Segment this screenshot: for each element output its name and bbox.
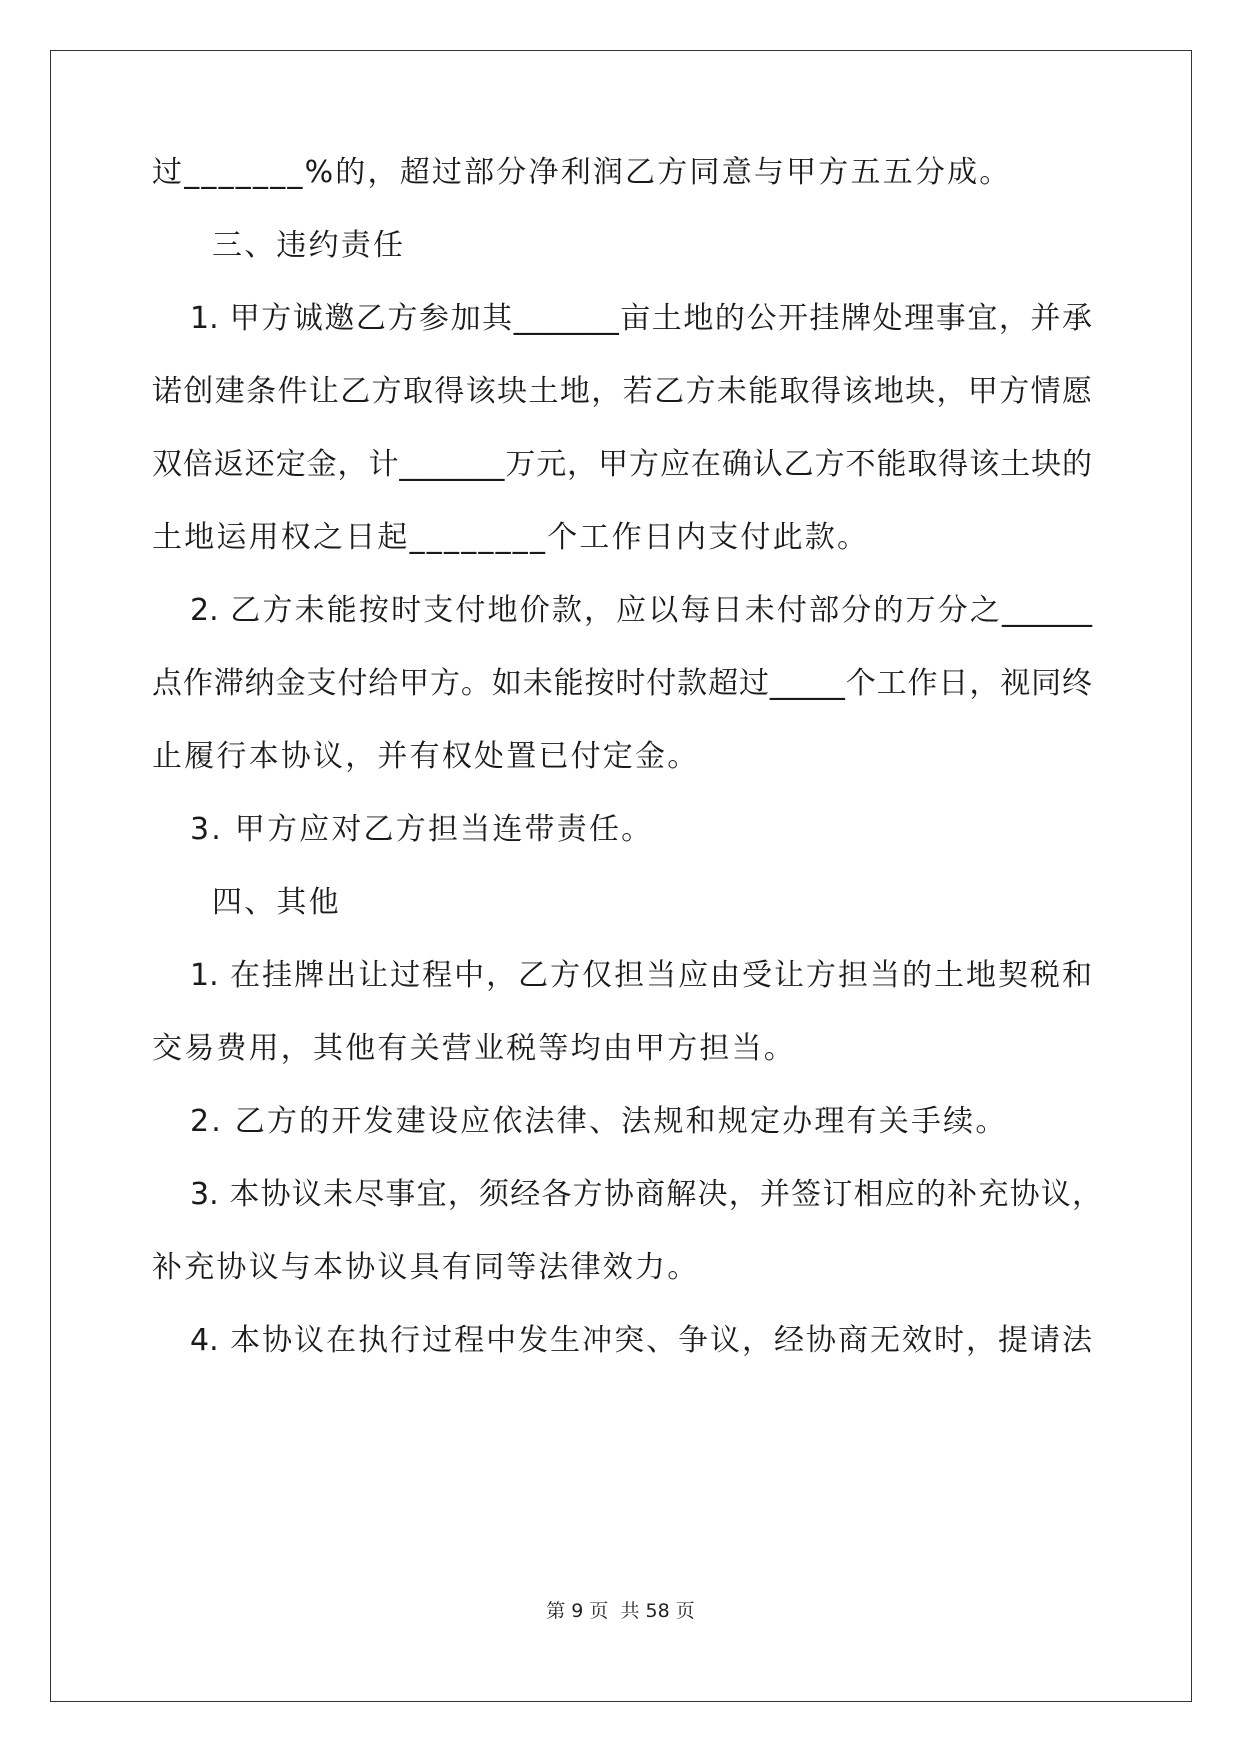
- section-heading: 四、其他: [212, 885, 341, 920]
- text-line: 过_______%的，超过部分净利润乙方同意与甲方五五分成。: [152, 155, 1012, 190]
- text-line: 土地运用权之日起________个工作日内支付此款。: [152, 520, 870, 555]
- text-line: 2. 乙方的开发建设应依法律、法规和规定办理有关手续。: [190, 1104, 1008, 1139]
- text-line: 3. 甲方应对乙方担当连带责任。: [190, 812, 654, 847]
- page-border: [50, 50, 1192, 1702]
- total-pages: 共 58 页: [620, 1600, 695, 1622]
- text-line: 诺创建条件让乙方取得该块土地，若乙方未能取得该地块，甲方情愿: [152, 374, 1092, 409]
- text-line: 1. 在挂牌出让过程中，乙方仅担当应由受让方担当的土地契税和: [190, 958, 1092, 993]
- text-line: 止履行本协议，并有权处置已付定金。: [152, 739, 700, 774]
- text-line: 点作滞纳金支付给甲方。如未能按时付款超过_____个工作日，视同终: [152, 666, 1092, 701]
- text-line: 2. 乙方未能按时支付地价款，应以每日未付部分的万分之______: [190, 593, 1092, 628]
- text-line: 1. 甲方诚邀乙方参加其_______亩土地的公开挂牌处理事宜，并承: [190, 301, 1092, 336]
- text-line: 4. 本协议在执行过程中发生冲突、争议，经协商无效时，提请法: [190, 1323, 1092, 1358]
- text-line: 双倍返还定金，计_______万元，甲方应在确认乙方不能取得该土块的: [152, 447, 1092, 482]
- page-footer: [0, 1599, 1241, 1623]
- page-number: 第 9 页: [546, 1600, 609, 1622]
- text-line: 交易费用，其他有关营业税等均由甲方担当。: [152, 1031, 796, 1066]
- text-line: 3. 本协议未尽事宜，须经各方协商解决，并签订相应的补充协议，: [190, 1177, 1102, 1212]
- text-line: 补充协议与本协议具有同等法律效力。: [152, 1250, 700, 1285]
- section-heading: 三、违约责任: [212, 228, 406, 263]
